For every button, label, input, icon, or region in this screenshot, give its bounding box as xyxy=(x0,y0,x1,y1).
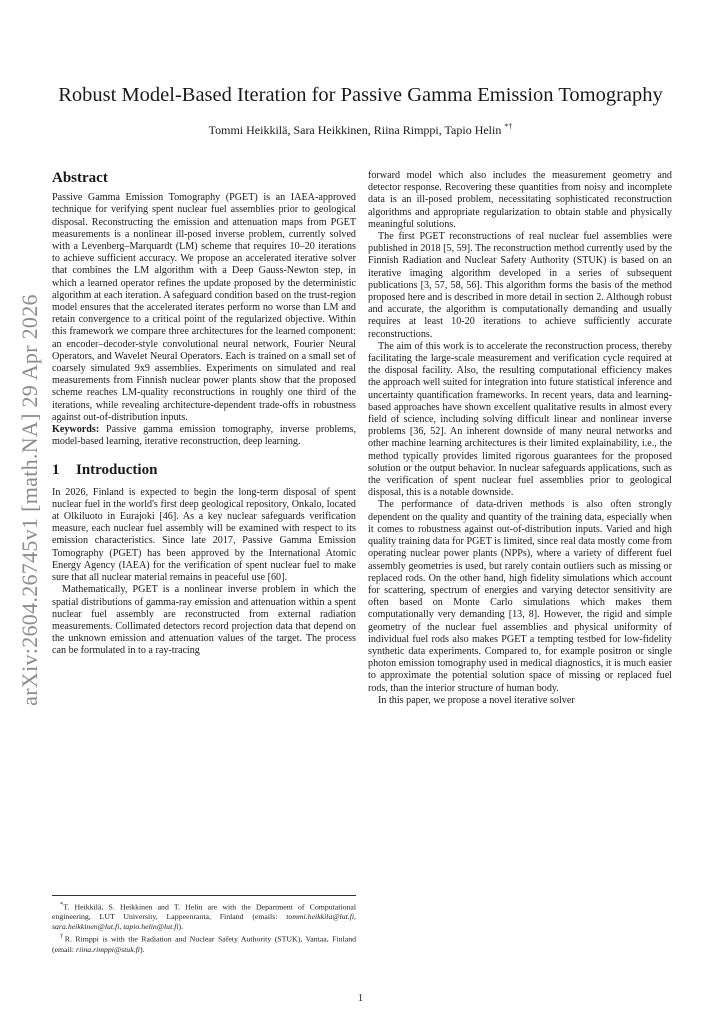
section-title: Introduction xyxy=(76,462,158,479)
intro-paragraph: The performance of data-driven methods is also often strongly dependent on the quality and quantity of the training data, especially when it comes to robustness against out-of-distribution inputs. Varied and high quality training data for PGET is limited, since real data mostly come from operating nuclear power plants (NPPs), where a variety of different fuel assembly geometries is used, but rarely contain outliers such as missing or replaced rods. On the other hand, high fidelity simulations which account for scattering, spectrum of energies and varying detector sensitivity are often based on Monte Carlo simulations which makes them computationally very demanding [13, 8]. However, the rigid and simple geometry of the nuclear fuel assemblies and physical uniformity of individual fuel rods also makes PGET a tempting testbed for low-fidelity synthetic data experiments. Compared to, for example positron or single photon emission tomography used in medical diagnostics, it is much easier to approximate the potential solution space of missing or replaced fuel rods, than the interior structure of human body. xyxy=(368,499,672,694)
page-number: 1 xyxy=(357,993,364,1004)
footnote-emails: riina.rimppi@stuk.fi xyxy=(76,944,140,954)
footnote-mark: † xyxy=(60,933,65,941)
introduction-heading xyxy=(52,462,356,479)
left-column xyxy=(52,170,356,658)
paper-title: Robust Model-Based Iteration for Passive Gamma Emission Tomography xyxy=(58,84,663,106)
intro-paragraph: Mathematically, PGET is a nonlinear inverse problem in which the spatial distributions of gamma-ray emission and attenuation within a spent nuclear fuel assembly are reconstructed from external radiation measurements. Collimated detectors record projection data that depend on the unknown emission and attenuation values of the target. The process can be formulated in to a ray-tracing xyxy=(52,584,356,657)
intro-paragraph: In this paper, we propose a novel iterative solver xyxy=(378,694,575,706)
footnote-affiliation-stuk xyxy=(52,932,356,954)
abstract-text: Passive Gamma Emission Tomography (PGET) is an IAEA-approved technique for verifying spent nuclear fuel assemblies prior to geological disposal. Reconstructing the emission and attenuation maps from PGET measurements is a nonlinear ill-posed inverse problem, currently solved with a Levenberg–Marquardt (LM) scheme that requires 10–20 iterations to achieve sufficient accuracy. We propose an accelerated iterative solver that combines the LM algorithm with a Deep Gauss-Newton step, in which a learned operator refines the update proposed by the deterministic algorithm at each iteration. A safeguard condition based on the trust-region model ensures that the accelerated iterates perform no worse than LM and retain convergence to a critical point of the regularized objective. Within this framework we compare three architectures for the learned component: an encoder–decoder-style convolutional neural network, Fourier Neural Operators, and Wavelet Neural Operators. Each is trained on a small set of coarsely simulated 9x9 assemblies. Experiments on simulated and real measurements from Finnish nuclear power plants show that the proposed scheme reaches LM-quality reconstructions in roughly one third of the iterations, while revealing architecture-dependent trade-offs in robustness against out-of-distribution inputs. xyxy=(52,192,356,423)
keywords xyxy=(52,424,356,448)
footnote-text: T. Heikkilä, S. Heikkinen and T. Helin are with the Department of Computational engineering, LUT University, Lappeenranta, Finland (emails: xyxy=(52,902,356,922)
intro-paragraph: The first PGET reconstructions of real nuclear fuel assemblies were published in 2018 [5, 59]. The reconstruction method currently used by the Finnish Radiation and Nuclear Safety Authority (STUK) is based on an iterative imaging algorithm developed in a series of subsequent publications [3, 57, 58, 56]. This algorithm forms the basis of the method proposed here and is described in more detail in section 2. Although robust and accurate, the algorithm is computationally demanding and usually requires at least 10-20 iterations to achieve sufficiently accurate reconstructions. xyxy=(368,231,672,340)
keywords-label: Keywords: xyxy=(52,424,100,436)
author-names: Tommi Heikkilä, Sara Heikkinen, Riina Rimppi, Tapio Helin xyxy=(208,123,502,137)
section-number: 1 xyxy=(52,462,60,479)
intro-paragraph-continuation: forward model which also includes the measurement geometry and detector response. Recovering these quantities from noisy and incomplete data is an ill-posed problem, necessitating sophisticated reconstruction algorithms and appropriate regularization to obtain stable and physically meaningful solutions. xyxy=(368,170,672,230)
intro-paragraph: The aim of this work is to accelerate the reconstruction process, thereby facilitating the large-scale measurement and verification cycle required at the disposal facility. Also, the resulting computational efficiency makes the approach well suited for integration into future statistical inference and uncertainty quantification frameworks. In recent years, data and learning-based approaches have shown excellent qualitative results in almost every field of science, including solving difficult linear and nonlinear inverse problems [36, 52]. An inherent downside of many neural networks and other machine learning architectures is their limited explainability, i.e., the method typically provides limited rigorous guarantees for the proposed solution or the output behavior. In nuclear safeguards applications, such as the verification of spent nuclear fuel assemblies prior to geological disposal, this is a notable downside. xyxy=(368,340,672,499)
intro-paragraph: In 2026, Finland is expected to begin the long-term disposal of spent nuclear fuel in the world's first deep geological repository, Onkalo, located at Olkiluoto in Eurajoki [46]. As a key nuclear safeguards verification measure, each nuclear fuel assembly will be examined with respect to its emission characteristics. Since late 2017, Passive Gamma Emission Tomography (PGET) has been approved by the International Atomic Energy Agency (IAEA) for the verification of spent nuclear fuel to make sure that all nuclear material remains in peaceful use [60]. xyxy=(52,486,356,584)
author-footnote-marks: *† xyxy=(504,122,513,131)
footnotes xyxy=(52,895,356,955)
footnote-text: R. Rimppi is with the Radiation and Nuclear Safety Authority (STUK), Vantaa, Finland (email: xyxy=(52,934,356,954)
footnote-end: ). xyxy=(139,944,145,954)
arxiv-identifier-stamp xyxy=(10,294,50,706)
footnote-mark: * xyxy=(60,901,64,908)
abstract-heading: Abstract xyxy=(52,170,108,186)
footnote-emails: tommi.heikkila@lut.fi, sara.heikkinen@lut.fi, tapio.helin@lut.fi xyxy=(52,912,356,931)
right-column xyxy=(368,170,672,707)
keywords-text: Passive gamma emission tomography, inverse problems, model-based learning, iterative reconstruction, deep learning. xyxy=(52,424,356,448)
footnote-affiliation-lut xyxy=(52,900,356,931)
arxiv-identifier-text: arXiv:2604.26745v1 [math.NA] 29 Apr 2026 xyxy=(17,294,42,706)
footnote-end: ). xyxy=(178,921,184,931)
author-list xyxy=(0,122,721,138)
